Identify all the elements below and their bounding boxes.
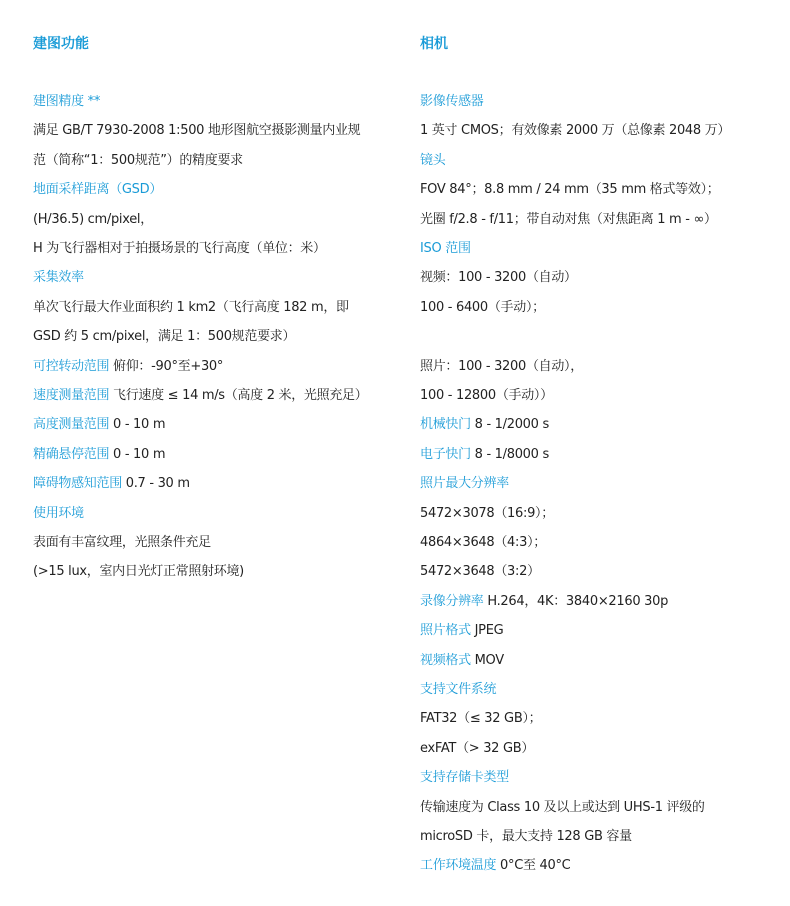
spec-line [420,680,496,700]
spec-label: 照片最大分辨率 [420,476,509,491]
spec-line [33,268,84,288]
spec-value: 0 - 10 m [109,447,166,462]
spec-label: 高度测量范围 [33,417,110,432]
spec-label: 障碍物感知范围 [33,476,122,491]
spec-line [420,121,730,141]
spec-value: 100 - 12800（手动）） [420,388,553,403]
spec-label: 照片格式 [420,623,471,638]
spec-line [420,621,503,641]
mapping-function-title: 建图功能 [33,36,89,52]
spec-line [33,327,295,347]
spec-value: 范（简称“1：500规范”）的精度要求 [33,153,243,168]
spec-label: 工作环境温度 [420,858,497,873]
spec-label: 录像分辨率 [420,594,484,609]
spec-line [420,180,719,200]
spec-label: 精确悬停范围 [33,447,110,462]
spec-line [420,268,577,288]
spec-line [33,415,165,435]
spec-line [420,768,509,788]
spec-line [420,239,471,259]
spec-line [33,121,360,141]
spec-value: 光圈 f/2.8 - f/11；带自动对焦（对焦距离 1 m - ∞） [420,212,717,227]
spec-line [420,386,553,406]
spec-line [33,92,100,112]
spec-value: MOV [470,653,504,668]
spec-value: microSD 卡，最大支持 128 GB 容量 [420,829,632,844]
spec-line [420,504,554,524]
spec-label: 影像传感器 [420,94,484,109]
spec-value: 4864×3648（4:3）； [420,535,546,550]
spec-line [420,445,549,465]
spec-value: FAT32（≤ 32 GB）； [420,711,542,726]
spec-value: 传输速度为 Class 10 及以上或达到 UHS-1 评级的 [420,800,705,815]
spec-value: 0.7 - 30 m [121,476,190,491]
spec-value: 5472×3648（3:2） [420,564,540,579]
spec-line [420,357,583,377]
spec-line [33,445,165,465]
spec-line [420,474,509,494]
spec-value: 5472×3078（16:9）； [420,506,554,521]
spec-label: 速度测量范围 [33,388,110,403]
spec-value: 100 - 6400（手动）； [420,300,545,315]
spec-line [420,827,632,847]
spec-line [33,533,211,553]
spec-value: 俯仰：-90°至+30° [109,359,224,374]
spec-value: JPEG [470,623,504,638]
spec-line [420,151,445,171]
spec-line [420,533,546,553]
spec-value: 照片：100 - 3200（自动）， [420,359,583,374]
spec-label: 支持文件系统 [420,682,497,697]
spec-label: 视频格式 [420,653,471,668]
spec-line [420,709,541,729]
spec-value: H 为飞行器相对于拍摄场景的飞行高度（单位：米） [33,241,326,256]
camera-title: 相机 [420,36,448,52]
spec-label: 采集效率 [33,270,84,285]
spec-label: 使用环境 [33,506,84,521]
spec-value: (>15 lux，室内日光灯正常照射环境) [33,564,244,579]
spec-line [420,92,484,112]
spec-value: (H/36.5) cm/pixel， [33,212,153,227]
spec-line [33,210,153,230]
spec-label: 电子快门 [420,447,471,462]
spec-line [33,298,349,318]
spec-line [420,856,570,876]
spec-label: 机械快门 [420,417,471,432]
spec-value: GSD 约 5 cm/pixel，满足 1：500规范要求） [33,329,296,344]
spec-value: 单次飞行最大作业面积约 1 km2（飞行高度 182 m，即 [33,300,349,315]
spec-value: exFAT（> 32 GB） [420,741,535,756]
spec-line [33,239,326,259]
spec-line [33,562,244,582]
spec-line [33,151,243,171]
spec-value: 满足 GB/T 7930-2008 1:500 地形图航空摄影测量内业规 [33,123,361,138]
spec-line [33,474,190,494]
spec-line [420,210,717,230]
spec-line [420,562,540,582]
spec-value: H.264，4K：3840×2160 30p [483,594,669,609]
spec-value: FOV 84°；8.8 mm / 24 mm（35 mm 格式等效）； [420,182,720,197]
spec-line [420,415,549,435]
spec-label: 地面采样距离（GSD） [33,182,163,197]
spec-label: 支持存储卡类型 [420,770,509,785]
spec-line [420,798,705,818]
spec-line [33,386,367,406]
spec-line [33,504,84,524]
spec-value: 8 - 1/8000 s [470,447,549,462]
spec-value: 1 英寸 CMOS；有效像素 2000 万（总像素 2048 万） [420,123,731,138]
spec-value: 0 - 10 m [109,417,166,432]
spec-value: 表面有丰富纹理，光照条件充足 [33,535,211,550]
spec-line [420,592,668,612]
spec-line [420,298,545,318]
spec-label: 镜头 [420,153,446,168]
spec-value: 飞行速度 ≤ 14 m/s（高度 2 米，光照充足） [109,388,368,403]
spec-line [420,651,504,671]
spec-label: ISO 范围 [420,241,471,256]
spec-line [420,739,534,759]
spec-label: 建图精度 ** [33,94,101,109]
spec-label: 可控转动范围 [33,359,110,374]
spec-value: 8 - 1/2000 s [470,417,549,432]
spec-line [33,180,162,200]
spec-line [33,357,223,377]
spec-value: 0°C至 40°C [496,858,571,873]
spec-value: 视频：100 - 3200（自动） [420,270,577,285]
